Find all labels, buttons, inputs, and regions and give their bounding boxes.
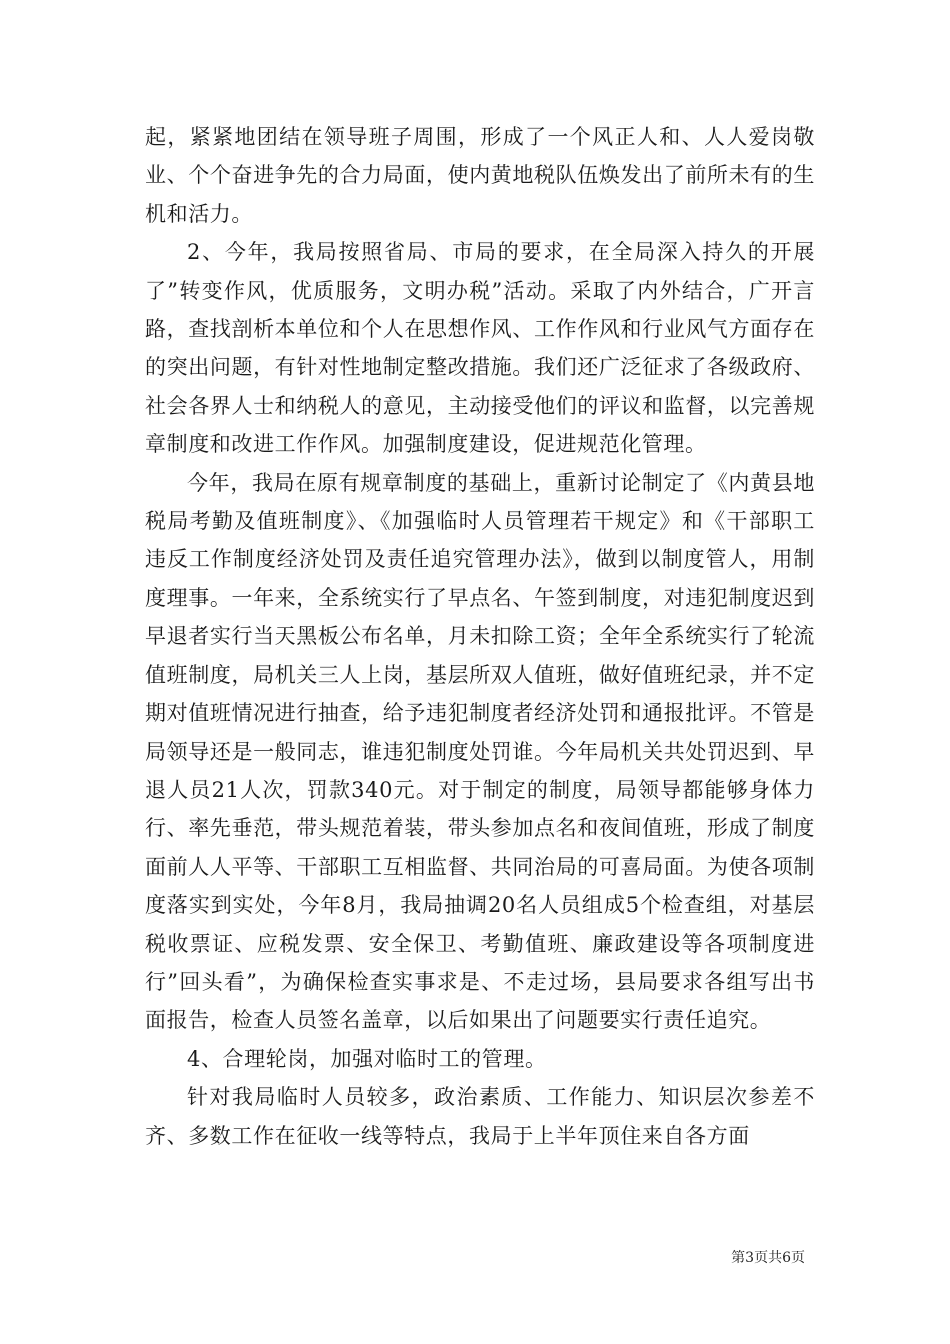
document-body [145,118,815,1155]
paragraph-section-4-heading: 4、合理轮岗，加强对临时工的管理。 [187,1046,547,1071]
paragraph-temporary-staff: 针对我局临时人员较多，政治素质、工作能力、知识层次参差不齐、多数工作在征收一线等特点，我局于上半年顶住来自各方面 [145,1085,815,1148]
paragraph-continuation: 起，紧紧地团结在领导班子周围，形成了一个风正人和、人人爱岗敬业、个个奋进争先的合力局面，使内黄地税队伍焕发出了前所未有的生机和活力。 [145,125,815,226]
paragraph-regulations: 今年，我局在原有规章制度的基础上，重新讨论制定了《内黄县地税局考勤及值班制度》、《加强临时人员管理若干规定》和《干部职工违反工作制度经济处罚及责任追究管理办法》，做到以制度管人，用制度理事。一年来，全系统实行了早点名、午签到制度，对违犯制度迟到早退者实行当天黑板公布名单，月未扣除工资；全年全系统实行了轮流值班制度，局机关三人上岗，基层所双人值班，做好值班纪录，并不定期对值班情况进行抽查，给予违犯制度者经济处罚和通报批评。不管是局领导还是一般同志，谁违犯制度处罚谁。今年局机关共处罚迟到、早退人员21人次，罚款340元。对于制定的制度，局领导都能够身体力行、率先垂范，带头规范着装，带头参加点名和夜间值班，形成了制度面前人人平等、干部职工互相监督、共同治局的可喜局面。为使各项制度落实到实处，今年8月，我局抽调20名人员组成5个检查组，对基层税收票证、应税发票、安全保卫、考勤值班、廉政建设等各项制度进行”回头看”，为确保检查实事求是、不走过场，县局要求各组写出书面报告，检查人员签名盖章，以后如果出了问题要实行责任追究。 [145,470,815,1033]
paragraph-section-2: 2、今年，我局按照省局、市局的要求，在全局深入持久的开展了”转变作风，优质服务，文明办税”活动。采取了内外结合，广开言路，查找剖析本单位和个人在思想作风、工作作风和行业风气方面存在的突出问题，有针对性地制定整改措施。我们还广泛征求了各级政府、社会各界人士和纳税人的意见，主动接受他们的评议和监督，以完善规章制度和改进工作作风。加强制度建设，促进规范化管理。 [145,240,815,457]
page-number: 第3页共6页 [731,1250,805,1266]
